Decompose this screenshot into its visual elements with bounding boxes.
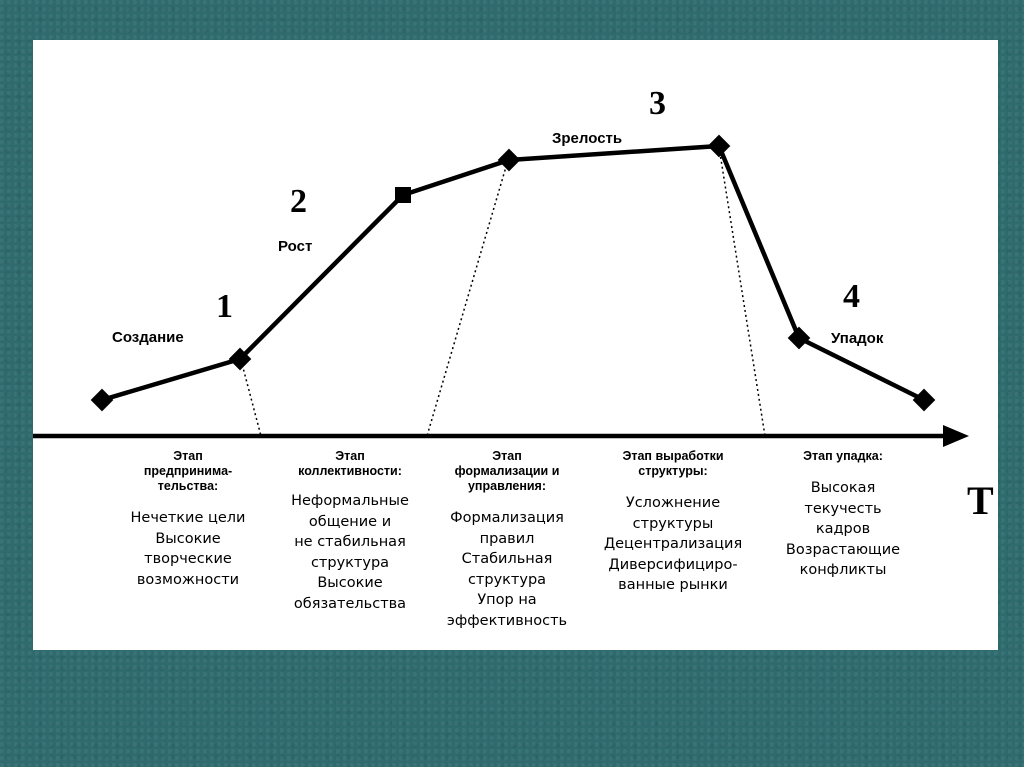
phase-2-heading: Этап коллективности: [298, 449, 402, 478]
stage-1-number: 1 [216, 288, 233, 325]
marker-maturity-end [708, 135, 731, 158]
phase-4-description: Усложнение структуры Децентрализация Диверсифициро- ванные рынки [603, 495, 743, 593]
lifecycle-curve [102, 146, 924, 400]
time-axis-label: T [967, 478, 994, 523]
marker-end [913, 389, 936, 412]
phase-column-4 [588, 449, 758, 596]
curve-markers [91, 135, 936, 412]
marker-start [91, 389, 114, 412]
phase-1-description: Нечеткие цели Высокие творческие возможности [130, 510, 246, 588]
marker-maturity-start [498, 149, 521, 172]
phase-1-heading: Этап предпринима- тельства: [143, 449, 233, 493]
phase-2-description: Неформальные общение и не стабильная структура Высокие обязательства [291, 493, 409, 612]
phase-column-3 [427, 449, 587, 631]
stage-1-name: Создание [112, 329, 184, 346]
phase-boundary-2 [427, 160, 508, 436]
phase-column-2 [276, 449, 424, 614]
phase-boundary-1 [241, 360, 261, 436]
phase-3-heading: Этап формализации и управления: [454, 449, 560, 493]
marker-growth [395, 187, 411, 203]
stage-3-number: 3 [649, 85, 666, 122]
stage-4-number: 4 [843, 278, 860, 315]
slide-canvas [33, 40, 998, 650]
time-axis-arrowhead [943, 425, 969, 447]
stage-2-number: 2 [290, 183, 307, 220]
phase-3-description: Формализация правил Стабильная структура Упор на эффективность [446, 510, 568, 629]
phase-4-heading: Этап выработки структуры: [622, 449, 724, 478]
phase-column-1 [108, 449, 268, 590]
marker-decline [788, 327, 811, 350]
stage-2-name: Рост [278, 238, 313, 255]
stage-4-name: Упадок [831, 330, 884, 347]
phase-5-heading: Этап упадка: [803, 449, 883, 463]
phase-column-5 [768, 449, 918, 581]
phase-5-description: Высокая текучесть кадров Возрастающие конфликты [785, 480, 901, 578]
phase-boundary-3 [719, 147, 765, 436]
stage-3-name: Зрелость [552, 130, 623, 147]
